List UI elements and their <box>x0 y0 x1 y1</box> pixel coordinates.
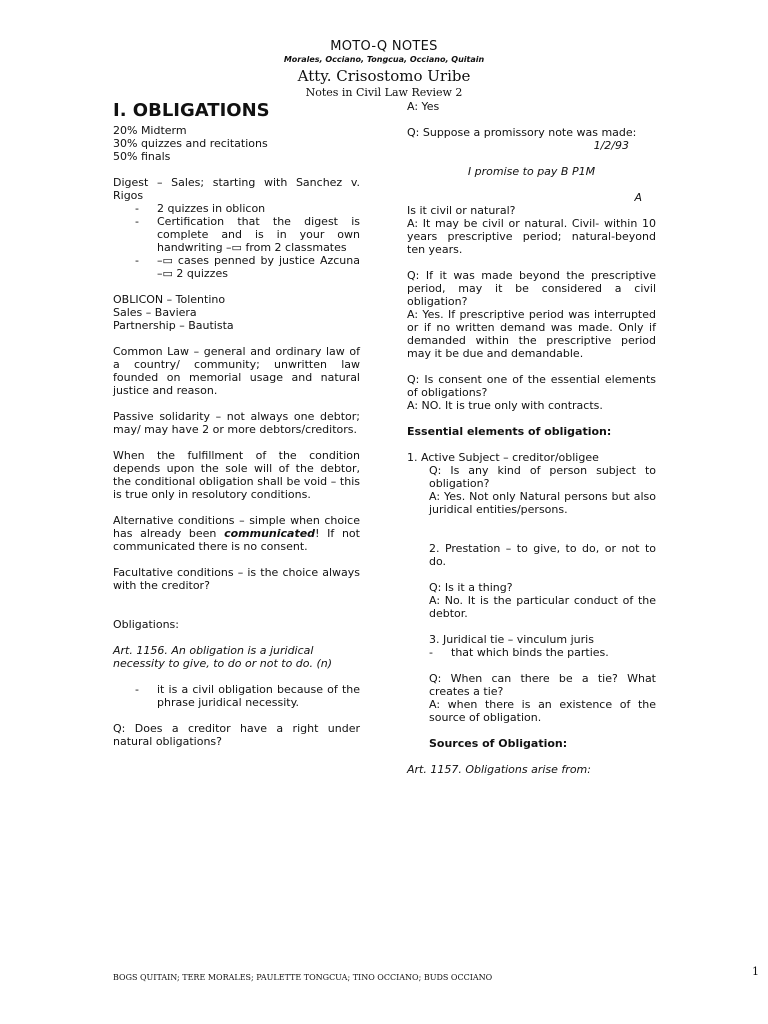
list-item: - that which binds the parties. <box>407 646 656 659</box>
document-title: MOTO-Q NOTES <box>330 39 438 54</box>
civil-obligation-list <box>113 683 360 709</box>
digest-paragraph: Digest – Sales; starting with Sanchez v. Rigos <box>113 176 360 202</box>
list-item: - Certification that the digest is complete and is in your own handwriting –▭ from 2 classmates <box>113 215 360 254</box>
sources-title: Sources of Obligation: <box>429 737 568 750</box>
tie-list <box>407 646 656 659</box>
alternative-conditions-paragraph: Alternative conditions – simple when choice has already been communicated! If not communicated there is no consent. <box>113 514 360 553</box>
question-tie: Q: When can there be a tie? What creates a tie? <box>429 672 656 698</box>
grading-finals: 50% finals <box>113 150 171 163</box>
footer-names: BOGS QUITAIN; TERE MORALES; PAULETTE TONGCUA; TINO OCCIANO; BUDS OCCIANO <box>113 973 493 982</box>
article-1156: Art. 1156. An obligation is a juridical necessity to give, to do or not to do. (n) <box>113 644 333 670</box>
authors-line: Morales, Occiano, Tongcua, Occiano, Quitain <box>283 55 485 64</box>
question-person: Q: Is any kind of person subject to obligation? <box>429 464 656 490</box>
article-1157: Art. 1157. Obligations arise from: <box>407 763 591 776</box>
prestation: 2. Prestation – to give, to do, or not to do. <box>429 542 656 568</box>
subject-partnership: Partnership – Bautista <box>113 319 234 332</box>
professor-name: Atty. Crisostomo Uribe <box>297 67 471 85</box>
list-item: - it is a civil obligation because of the phrase juridical necessity. <box>113 683 360 709</box>
subject-sales: Sales – Baviera <box>113 306 197 319</box>
answer-person: A: Yes. Not only Natural persons but also juridical entities/persons. <box>429 490 656 516</box>
common-law-paragraph: Common Law – general and ordinary law of a country/ community; unwritten law founded on memorial usage and natural justice and reason. <box>113 345 360 397</box>
grading-midterm: 20% Midterm <box>113 124 187 137</box>
promise-text: I promise to pay B P1M <box>467 165 596 178</box>
answer-civil-natural: A: It may be civil or natural. Civil- within 10 years prescriptive period; natural-beyond ten years. <box>407 217 656 256</box>
answer-thing: A: No. It is the particular conduct of the debtor. <box>429 594 656 620</box>
question-creditor: Q: Does a creditor have a right under natural obligations? <box>113 722 360 748</box>
question-thing: Q: Is it a thing? <box>429 581 513 594</box>
answer-yes: A: Yes <box>407 100 440 113</box>
grading-quizzes: 30% quizzes and recitations <box>113 137 268 150</box>
list-item: - –▭ cases penned by justice Azcuna –▭ 2 quizzes <box>113 254 360 280</box>
active-subject: 1. Active Subject – creditor/obligee <box>407 451 599 464</box>
right-column <box>407 100 656 776</box>
passive-solidarity-paragraph: Passive solidarity – not always one debtor; may/ may have 2 or more debtors/creditors. <box>113 410 360 436</box>
question-beyond-period: Q: If it was made beyond the prescriptive period, may it be considered a civil obligation? <box>407 269 656 308</box>
left-column <box>113 100 360 748</box>
answer-beyond-period: A: Yes. If prescriptive period was interrupted or if no written demand was made. Only if demanded within the prescriptive period may it be due and demandable. <box>407 308 656 360</box>
emphasis-text: communicated <box>224 527 316 540</box>
note-signatory: A <box>634 191 642 204</box>
answer-tie: A: when there is an existence of the source of obligation. <box>429 698 656 724</box>
page-number: 1 <box>752 965 759 978</box>
question-promissory-note: Q: Suppose a promissory note was made: <box>407 126 637 139</box>
obligations-label: Obligations: <box>113 618 179 631</box>
list-item: - 2 quizzes in oblicon <box>113 202 360 215</box>
juridical-tie: 3. Juridical tie – vinculum juris <box>429 633 594 646</box>
digest-list <box>113 202 360 280</box>
section-title: I. OBLIGATIONS <box>113 100 270 121</box>
facultative-paragraph: Facultative conditions – is the choice always with the creditor? <box>113 566 360 592</box>
answer-consent: A: NO. It is true only with contracts. <box>407 399 603 412</box>
question-civil-natural: Is it civil or natural? <box>407 204 516 217</box>
question-consent: Q: Is consent one of the essential elements of obligations? <box>407 373 656 399</box>
course-subtitle: Notes in Civil Law Review 2 <box>305 86 463 99</box>
note-date: 1/2/93 <box>593 139 629 152</box>
essential-elements-title: Essential elements of obligation: <box>407 425 612 438</box>
fulfillment-paragraph: When the fulfillment of the condition depends upon the sole will of the debtor, the conditional obligation shall be void – this is true only in resolutory conditions. <box>113 449 360 501</box>
subject-oblicon: OBLICON – Tolentino <box>113 293 226 306</box>
